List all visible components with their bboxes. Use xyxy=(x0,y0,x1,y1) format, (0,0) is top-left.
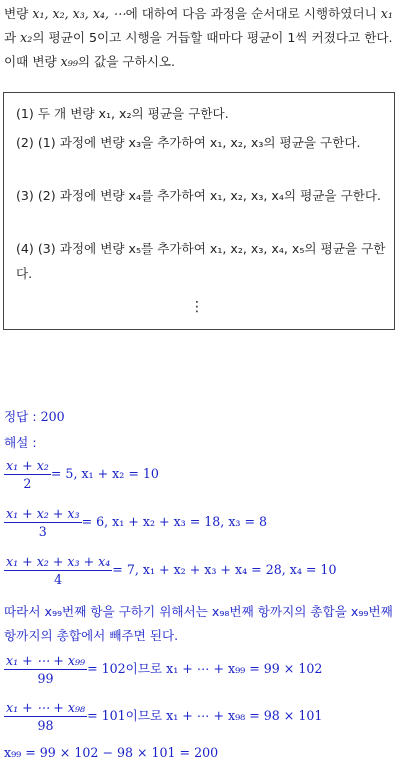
ellipsis-vertical: ⋮ xyxy=(190,299,204,315)
step-label: (2) xyxy=(16,135,34,150)
answer-line xyxy=(4,406,65,425)
explanation-label: 해설 : xyxy=(4,435,37,450)
eq4-result: = 102이므로 x₁ + ⋯ + x₉₉ = 99 × 102 xyxy=(87,661,323,676)
problem-statement xyxy=(4,2,396,74)
problem-text-4: 의 평균이 5이고 시행을 거듭할 때마다 평균이 1씩 커졌다고 한다. 이때 변량 xyxy=(4,30,393,69)
procedure-step-2 xyxy=(16,130,386,155)
conclusion-text: 따라서 x₉₉번째 항을 구하기 위해서는 x₉₈번째 항까지의 총합을 x₉₉번째 항까지의 총합에서 빼주면 된다. xyxy=(4,604,393,643)
step-text: (1) 과정에 변량 x₃을 추가하여 x₁, x₂, x₃의 평균을 구한다. xyxy=(37,135,361,150)
equation-4 xyxy=(4,653,322,686)
procedure-step-4 xyxy=(16,236,386,286)
procedure-box xyxy=(3,92,395,330)
problem-var-x2: x₂ xyxy=(20,30,33,45)
answer-value: 200 xyxy=(40,409,65,424)
eq2-denominator: 3 xyxy=(38,524,47,539)
eq5-result: = 101이므로 x₁ + ⋯ + x₉₈ = 98 × 101 xyxy=(87,708,323,723)
procedure-step-3 xyxy=(16,183,386,208)
eq5-denominator: 98 xyxy=(37,718,54,733)
eq2-numerator: x₁ + x₂ + x₃ xyxy=(6,506,80,521)
problem-text-3: 과 xyxy=(4,30,21,45)
problem-var-x1: x₁ xyxy=(380,6,393,21)
answer-label: 정답 : xyxy=(4,409,41,424)
equation-2 xyxy=(4,506,267,539)
step-label: (3) xyxy=(16,188,34,203)
problem-text-5: 의 값을 구하시오. xyxy=(77,54,176,69)
equation-3 xyxy=(4,554,336,587)
step-text: (2) 과정에 변량 x₄를 추가하여 x₁, x₂, x₃, x₄의 평균을 구한다. xyxy=(37,188,382,203)
equation-1 xyxy=(4,458,159,491)
problem-var-x99: x₉₉ xyxy=(60,54,78,69)
procedure-step-1 xyxy=(16,101,386,126)
eq1-denominator: 2 xyxy=(23,476,32,491)
eq4-denominator: 99 xyxy=(37,671,54,686)
eq1-result: = 5, x₁ + x₂ = 10 xyxy=(50,466,159,481)
eq4-numerator: x₁ + ⋯ + x₉₉ xyxy=(6,653,86,668)
problem-text-2: 에 대하여 다음 과정을 순서대로 시행하였더니 xyxy=(125,6,381,21)
eq3-result: = 7, x₁ + x₂ + x₃ + x₄ = 28, x₄ = 10 xyxy=(112,562,337,577)
step-label: (4) xyxy=(16,241,34,256)
step-label: (1) xyxy=(16,106,34,121)
problem-variables: x₁, x₂, x₃, x₄, ⋯ xyxy=(32,6,126,21)
eq5-numerator: x₁ + ⋯ + x₉₈ xyxy=(6,700,86,715)
eq2-result: = 6, x₁ + x₂ + x₃ = 18, x₃ = 8 xyxy=(81,514,268,529)
problem-text-1: 변량 xyxy=(4,6,33,21)
eq3-denominator: 4 xyxy=(54,572,63,587)
eq1-numerator: x₁ + x₂ xyxy=(6,458,49,473)
step-text: (3) 과정에 변량 x₅를 추가하여 x₁, x₂, x₃, x₄, x₅의 평균을 구한다. xyxy=(16,241,386,281)
step-text: 두 개 변량 x₁, x₂의 평균을 구한다. xyxy=(37,106,229,121)
equation-5 xyxy=(4,700,322,733)
final-equation: x₉₉ = 99 × 102 − 98 × 101 = 200 xyxy=(4,745,219,760)
eq3-numerator: x₁ + x₂ + x₃ + x₄ xyxy=(6,554,111,569)
